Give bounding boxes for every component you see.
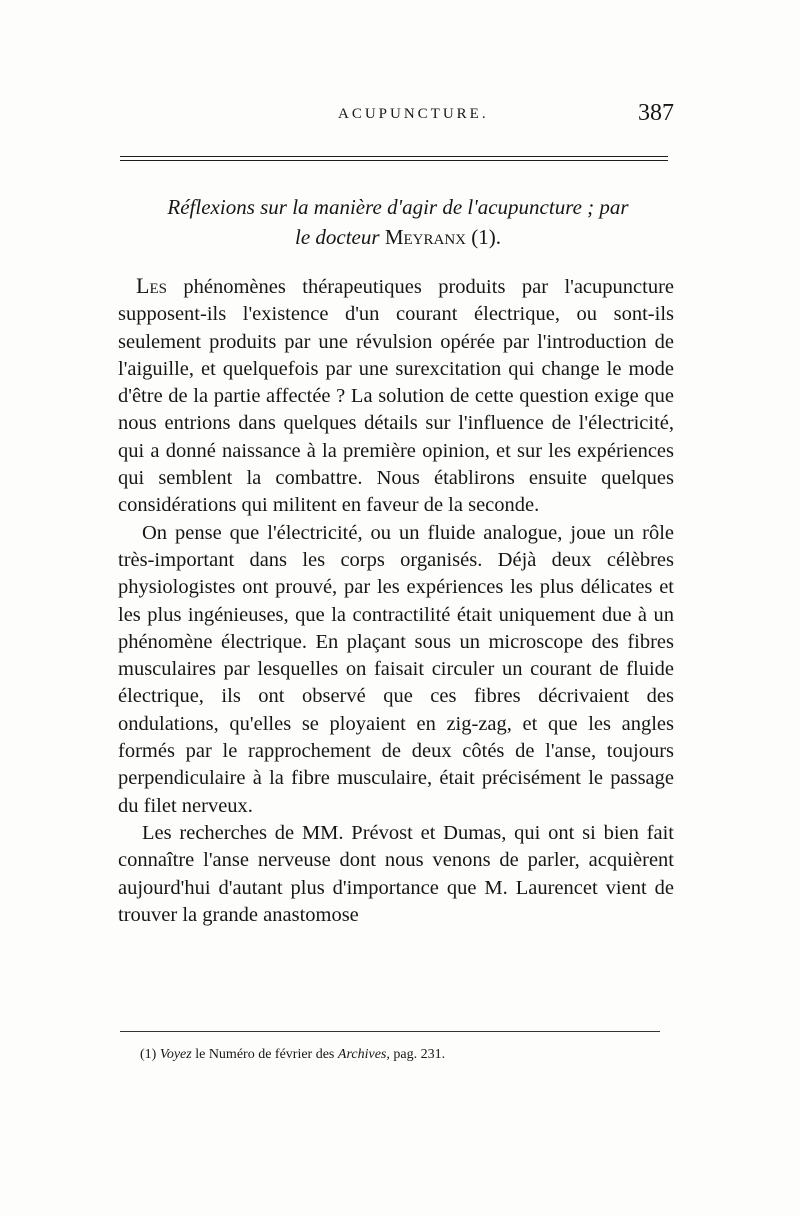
article-title <box>118 192 678 252</box>
footnote-text-before: le Numéro de février des <box>195 1047 335 1062</box>
article-title-line-2 <box>118 222 678 252</box>
author-name: Meyranx <box>384 225 466 249</box>
paragraph-3: Les recherches de MM. Prévost et Dumas, qui ont si bien fait connaître l'anse nerveuse dont nous venons de parler, acquièrent aujourd'hui d'autant plus d'importance que M. Laurencet vient de trouver la grande anastomose <box>118 821 674 926</box>
footnote-voyez: Voyez <box>159 1047 192 1062</box>
body-text <box>118 272 674 929</box>
footnote-rule <box>120 1031 660 1032</box>
page-number: 387 <box>638 100 674 126</box>
paragraph-1 <box>118 272 674 520</box>
paragraph-1-text: phénomènes thérapeutiques produits par l'acupuncture supposent-ils l'existence d'un courant électrique, ou sont-ils seulement produits par une révulsion opérée par l'introduction de l'aiguille, et quelquefois par une surexcitation qui change le mode d'être de la partie affectée ? La solution de cette question exige que nous entrions dans quelques détails sur l'influence de l'électricité, qui a donné naissance à la première opinion, et sur les expériences qui semblent la combattre. Nous établirons ensuite quelques considérations qui militent en faveur de la seconde. <box>118 276 674 517</box>
footnote-reference: (1). <box>471 225 501 249</box>
opening-word: Les <box>136 273 167 298</box>
footnote <box>140 1046 660 1064</box>
footnote-marker: (1) <box>140 1047 157 1062</box>
footnote-journal: Archives, <box>337 1047 390 1062</box>
header-double-rule <box>120 156 668 161</box>
running-head <box>120 100 680 130</box>
footnote-text-after: pag. 231. <box>393 1047 446 1062</box>
running-title: ACUPUNCTURE. <box>338 106 489 122</box>
author-prefix: le docteur <box>295 225 380 249</box>
paragraph-2: On pense que l'électricité, ou un fluide analogue, joue un rôle très-important dans les corps organisés. Déjà deux célèbres physiologistes ont prouvé, par les expériences les plus délicates et les plus ingénieuses, que la contractilité était uniquement due à un phénomène électrique. En plaçant sous un microscope des fibres musculaires par lesquelles on faisait circuler un courant de fluide électrique, ils ont observé que ces fibres décrivaient des ondulations, qu'elles se ployaient en zig-zag, et que les angles formés par le rapprochement de deux côtés de l'anse, toujours perpendiculaire à la fibre musculaire, était précisément le passage du filet nerveux. <box>118 521 674 817</box>
article-title-line-1: Réflexions sur la manière d'agir de l'acupuncture ; par <box>167 195 629 219</box>
